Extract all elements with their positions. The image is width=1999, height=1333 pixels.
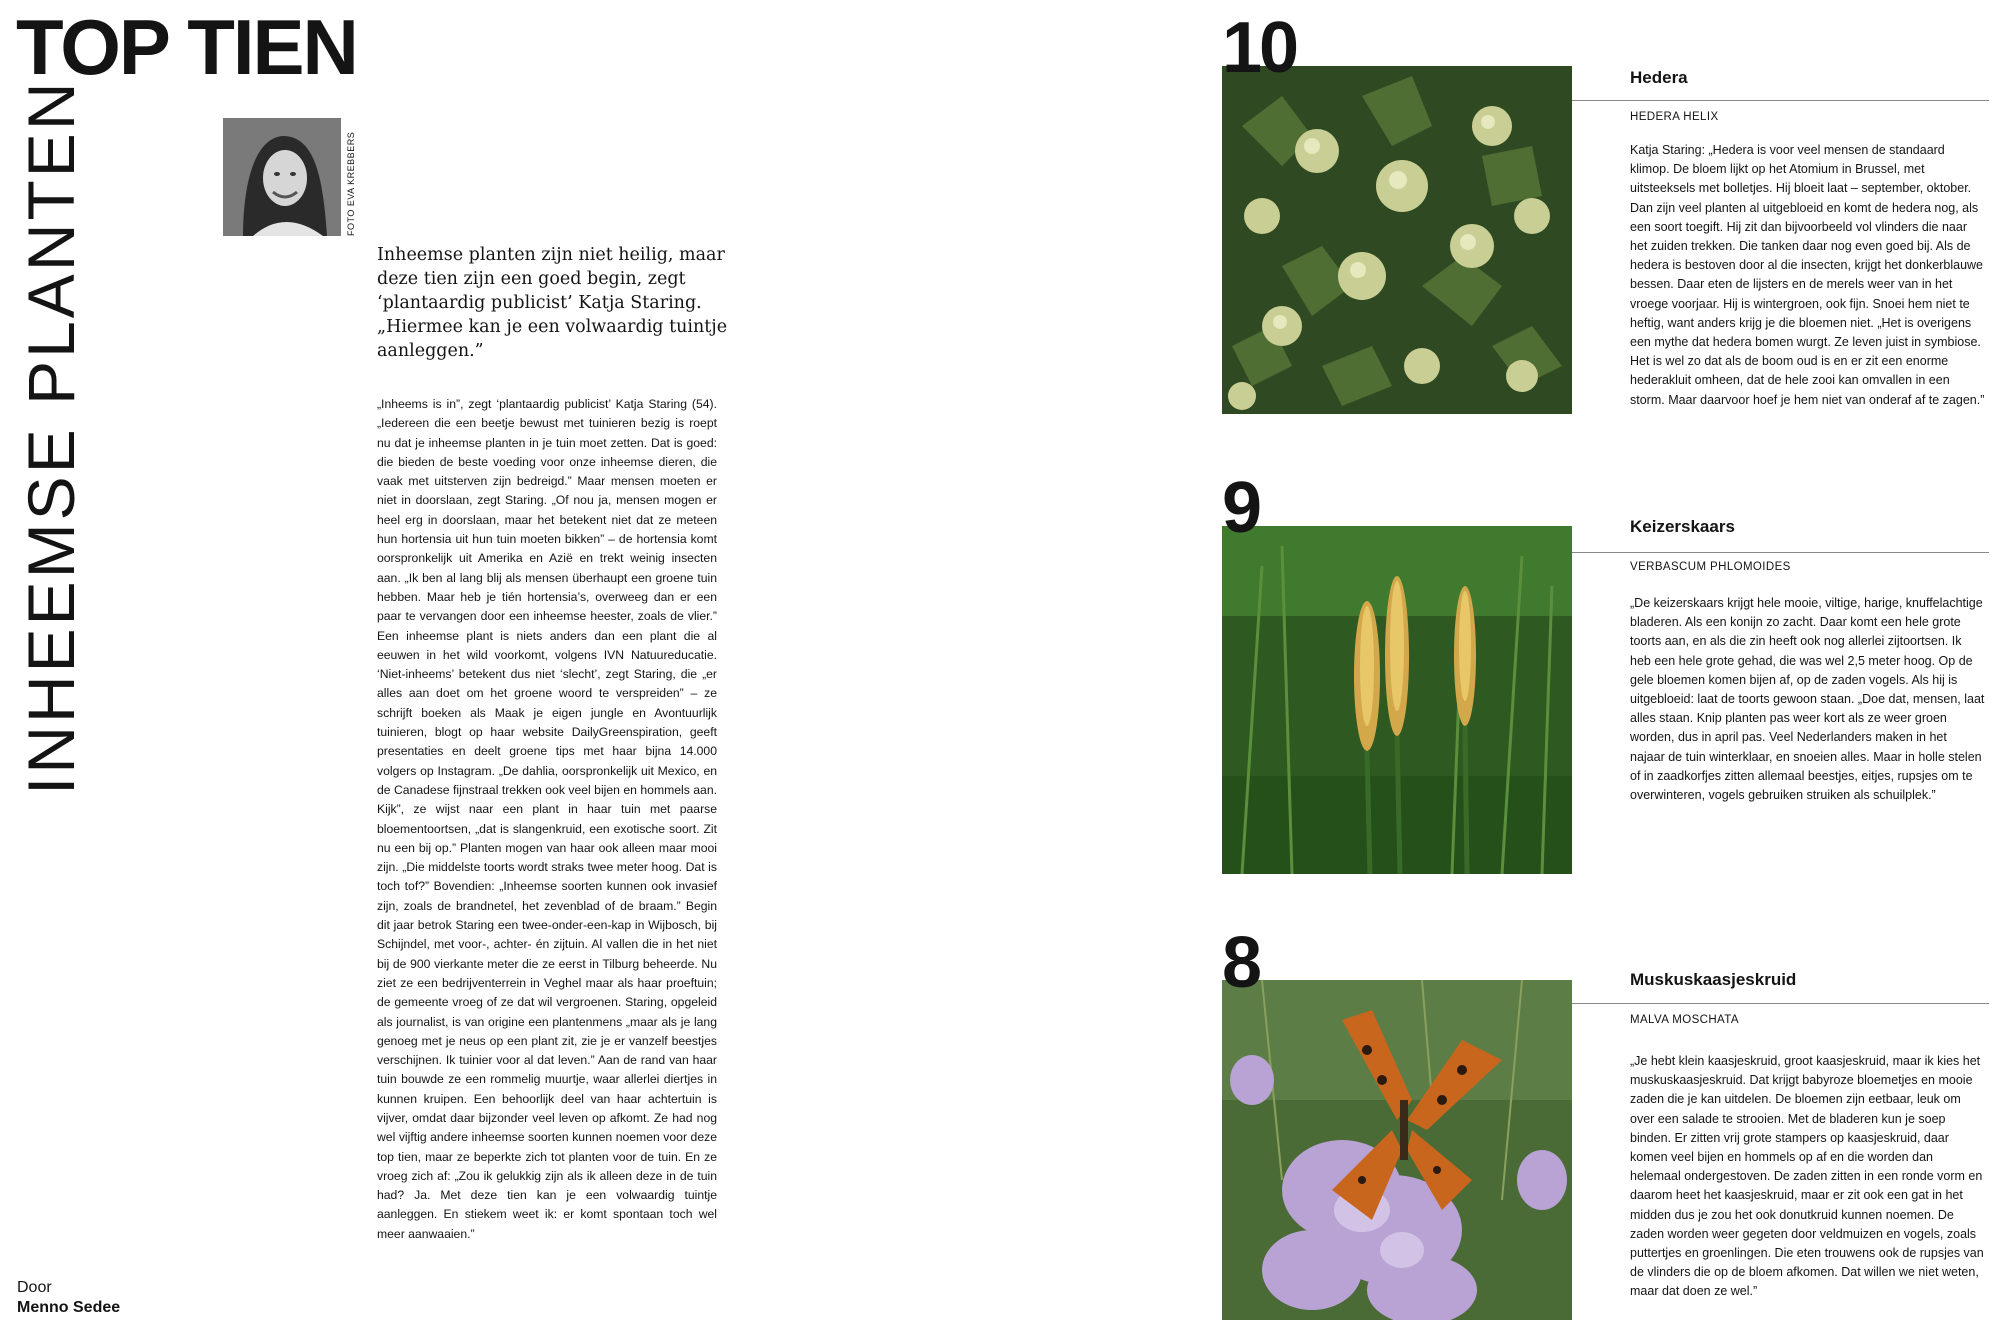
latin-name: VERBASCUM PHLOMOIDES [1630,561,1791,573]
latin-name: MALVA MOSCHATA [1630,1014,1739,1026]
plant-name: Keizerskaars [1630,517,1735,536]
section-title: TOP TIEN [16,3,357,91]
divider [1572,1003,1989,1004]
divider [1572,552,1989,553]
byline-label: Door [17,1279,52,1296]
rank-number: 8 [1222,923,1260,1003]
latin-name: HEDERA HELIX [1630,111,1719,123]
plant-description: „Je hebt klein kaasjeskruid, groot kaasjeskruid, maar ik kies het muskuskaasjeskruid. Dat krijgt babyroze bloemetjes en mooie zaden die je kan uitdelen. De bloemen zijn eetbaar, leuk om over een salade te strooien. Met de bladeren kun je soep binden. Er zitten vrij grote stampers op kaasjeskruid, daar komen veel bijen en hommels op af en die worden dan helemaal ondergestoven. De zaden zitten in een ronde vorm en daarom heet het kaasjeskruid, maar er zit ook een gat in het midden dus je zou het ook donutkruid kunnen noemen. De zaden worden weer gegeten door veldmuizen en vogels, zoals puttertjes en groenlingen. Die eten trouwens ook de rupsjes van de vlinders die op de bloem afkomen. Dat willen we niet weten, maar dat doen ze wel.” [1630,1054,1984,1299]
plant-description: Katja Staring: „Hedera is voor veel mensen de standaard klimop. De bloem lijkt op het Atomium in Brussel, met uitsteeksels met bolletjes. Hij bloeit laat – september, oktober. Dan zijn veel planten al uitgebloeid en komt de hedera nog, als een soort toegift. Hij zit dan bijvoorbeeld vol vlinders die naar het zuiden trekken. Die tanken daar nog even goed bij. Als de hedera is bestoven door al die insecten, krijgt het donkerblauwe bessen. Daar eten de lijsters en de merels weer van in het vroege voorjaar. Hij is wintergroen, ook fijn. Snoei hem niet te heftig, want anders krijg je die bloemen niet. „Het is overigens een mythe dat hedera bomen wurgt. Ze leven juist in symbiose. Het is wel zo dat als de boom oud is en er zit een enorme hederakluit omheen, dat de hele zooi kan omvallen in een storm. Maar daarvoor hoef je hem niet van onderaf af te zagen.” [1630,143,1985,407]
plant-description: „De keizerskaars krijgt hele mooie, viltige, harige, knuffelachtige bladeren. Als een konijn zo zacht. Daar komt een hele grote toorts aan, en als die zin heeft ook nog allerlei zijtoortsen. Ik heb een hele grote gehad, die was wel 2,5 meter hoog. Op de gele bloemen komen bijen af, op de zaden vogels. Als hij is uitgebloeid: laat de toorts gewoon staan. „Doe dat, mensen, laat alles staan. Knip planten pas weer kort als ze weer groen worden, dus in april pas. Veel Nederlanders maken in het najaar de tuin winterklaar, en snoeien alles. Maar in holle stelen of in zaadkorfjes zitten allemaal beestjes, eitjes, rupsjes om te overwinteren, vogels gebruiken struiken als schuilplek.” [1630,596,1985,803]
keizerskaars-photo [1222,526,1572,874]
rank-number: 9 [1222,468,1260,548]
plant-name: Hedera [1630,68,1688,87]
divider [1572,100,1989,101]
article-title-vertical: INHEEMSE PLANTEN [14,79,88,795]
intro-text: Inheemse planten zijn niet heilig, maar deze tien zijn een goed begin, zegt ‘plantaardig publicist’ Katja Staring. „Hiermee kan je een volwaardig tuintje aanleggen.” [377,245,728,361]
hedera-photo [1222,66,1572,414]
photo-credit: FOTO EVA KREBBERS [346,131,356,236]
article-body: „Inheems is in”, zegt ‘plantaardig publicist’ Katja Staring (54). „Iedereen die een beetje bewust met tuinieren bezig is roept nu dat je inheemse planten in je tuin moet zetten. Dat is goed: die bieden de beste voeding voor onze inheemse dieren, die vaak met uitsterven zijn bedreigd.” Maar mensen moeten er niet in doorslaan, zegt Staring. „Of nou ja, mensen mogen er heel erg in doorslaan, maar het betekent niet dat ze meteen hun hortensia uit hun tuin moeten bikken” – de hortensia komt oorspronkelijk uit Amerika en Azië en trekt weinig insecten aan. „Ik ben al lang blij als mensen überhaupt een groene tuin hebben. Maar heb je tién hortensia’s, overweeg dan er een paar te vervangen door een inheemse heester, zoals de vlier.” Een inheemse plant is niets anders dan een plant die al eeuwen in het wild voorkomt, volgens IVN Natuureducatie. ‘Niet-inheems’ betekent dus niet ‘slecht’, zegt Staring, die „er alles aan doet om het groene woord te verspreiden” – ze schrijft boeken als Maak je eigen jungle en Avontuurlijk tuinieren, blogt op haar website DailyGreenspiration, geeft presentaties en deelt groene tips met haar bijna 14.000 volgers op Instagram. „De dahlia, oorspronkelijk uit Mexico, en de Canadese fijnstraal trekken ook veel bijen en hommels aan. Kijk”, ze wijst naar een plant in haar tuin met paarse bloementoortsen, „dat is slangenkruid, een exotische soort. Zit nu een bij op.” Planten mogen van haar ook alleen maar mooi zijn. „Die middelste toorts wordt straks twee meter hoog. Dat is toch tof?” Bovendien: „Inheemse soorten kunnen ook invasief zijn, zoals de brandnetel, het zevenblad of de braam.” Begin dit jaar betrok Staring een twee-onder-een-kap in Wijbosch, bij Schijndel, met voor-, achter- én zijtuin. Al vallen die in het niet bij de 900 vierkante meter die ze eerst in Tilburg beheerde. Nu ziet ze een bedrijventerrein in Veghel maar als haar proeftuin; de gemeente vroeg of ze dat wil vergroenen. Staring, opgeleid als journalist, is van origine een plantenmens „maar als je lang genoeg met je neus op een plant zit, zie je er vanzelf beestjes verschijnen. Ik tuinier voor al dat leven.” Aan de rand van haar tuin bouwde ze een rommelig muurtje, waar allerlei diertjes in kunnen kruipen. Een behoorlijk deel van haar achtertuin is vijver, omdat daar bijzonder veel leven op afkomt. Ze had nog wel vijftig andere inheemse soorten kunnen noemen voor deze top tien, maar ze beperkte zich tot planten voor de tuin. En ze vroeg zich af: „Zou ik gelukkig zijn als ik alleen deze in de tuin had? Ja. Met deze tien kan je een volwaardig tuintje aanleggen. En stiekem weet ik: er komt spontaan toch wel meer aanwaaien.” [377,397,717,1241]
muskuskaasjeskruid-photo [1222,980,1572,1328]
author-name: Menno Sedee [17,1299,121,1316]
byline [17,1278,120,1318]
plant-name: Muskuskaasjeskruid [1630,970,1797,989]
portrait-photo [223,118,341,236]
rank-number: 10 [1222,8,1297,88]
